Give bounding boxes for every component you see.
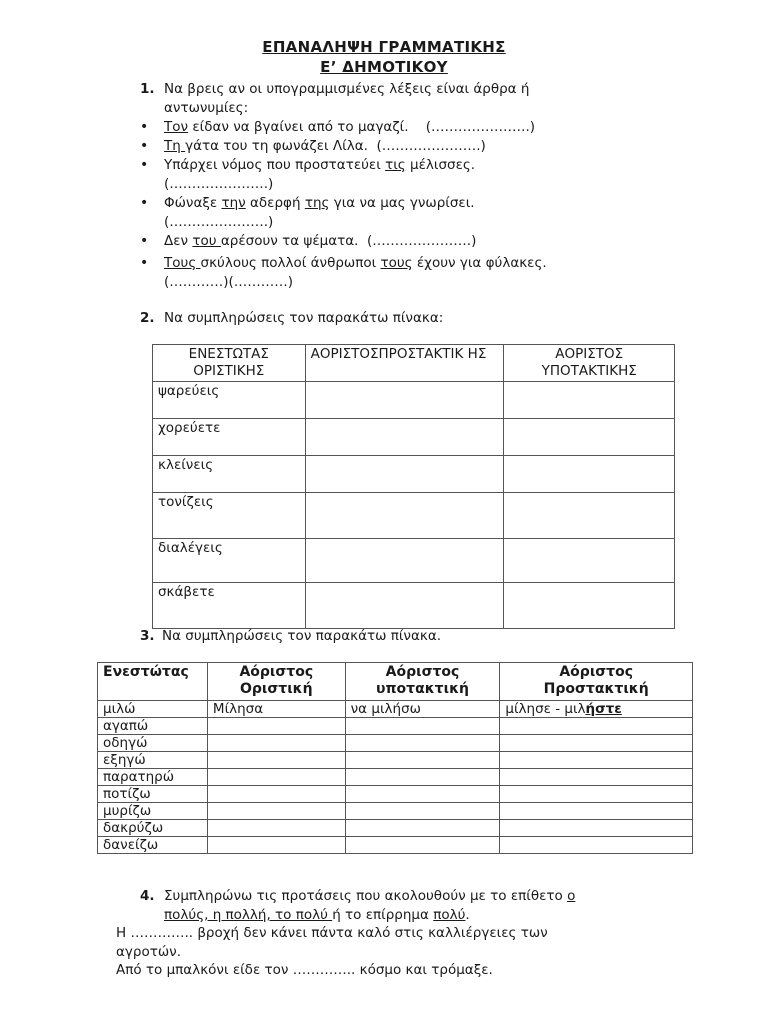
- table-row: [98, 820, 693, 837]
- bullet-icon: •: [140, 138, 149, 154]
- answer-cell[interactable]: [504, 583, 675, 629]
- fill-sentence-cont: αγροτών.: [116, 944, 181, 960]
- answer-cell[interactable]: [504, 539, 675, 583]
- table-header-cell: Αόριστος Οριστική: [207, 663, 345, 701]
- table-row: [153, 493, 675, 539]
- answer-cell[interactable]: [500, 786, 693, 803]
- table-cell: δακρύζω: [98, 820, 208, 837]
- answer-cell[interactable]: [345, 803, 500, 820]
- table-header-cell: ΕΝΕΣΤΩΤΑΣ ΟΡΙΣΤΙΚΗΣ: [153, 345, 306, 382]
- answer-cell[interactable]: [207, 820, 345, 837]
- answer-cell[interactable]: [345, 752, 500, 769]
- question-number: 1.: [140, 81, 155, 97]
- answer-cell[interactable]: [207, 769, 345, 786]
- table-row: [98, 769, 693, 786]
- fill-sentence[interactable]: Η ………….. βροχή δεν κάνει πάντα καλό στις καλλιέργειες των: [116, 925, 548, 941]
- answer-blank[interactable]: (………………….): [425, 119, 536, 135]
- table-cell: να μιλήσω: [345, 701, 500, 718]
- table-header-row: [98, 663, 693, 701]
- answer-cell[interactable]: [500, 769, 693, 786]
- table-row: [98, 718, 693, 735]
- answer-cell[interactable]: [207, 786, 345, 803]
- answer-cell[interactable]: [305, 382, 504, 419]
- question-text: Να συμπληρώσεις τον παρακάτω πίνακα.: [162, 628, 442, 644]
- answer-cell[interactable]: [345, 735, 500, 752]
- table-header-row: [153, 345, 675, 382]
- question-number: 2.: [140, 310, 155, 326]
- table-cell: Μίλησα: [207, 701, 345, 718]
- answer-cell[interactable]: [305, 456, 504, 493]
- question-text: Να βρεις αν οι υπογραμμισμένες λέξεις είναι άρθρα ή: [164, 81, 530, 97]
- answer-blank[interactable]: (…………)(…………): [164, 274, 294, 290]
- worksheet-subtitle: Ε’ ΔΗΜΟΤΙΚΟΥ: [320, 58, 448, 76]
- answer-cell[interactable]: [305, 583, 504, 629]
- table-row: [98, 837, 693, 854]
- table-header-cell: Αόριστος Προστακτική: [500, 663, 693, 701]
- question-text: Συμπληρώνω τις προτάσεις που ακολουθούν με το επίθετο: [164, 888, 568, 904]
- answer-cell[interactable]: [504, 419, 675, 456]
- table-cell: εξηγώ: [98, 752, 208, 769]
- table-row-example: [98, 701, 693, 718]
- table-row: [153, 539, 675, 583]
- table-header-cell: Ενεστώτας: [98, 663, 208, 701]
- table-cell: ψαρεύεις: [153, 382, 306, 419]
- table-cell: τονίζεις: [153, 493, 306, 539]
- bullet-icon: •: [140, 157, 149, 173]
- list-item: • Δεν του αρέσουν τα ψέματα. (………………….): [140, 233, 477, 249]
- table-cell: μίλησε - μιλήστε: [500, 701, 693, 718]
- question-number: 3.: [140, 628, 155, 644]
- answer-cell[interactable]: [207, 803, 345, 820]
- answer-cell[interactable]: [500, 820, 693, 837]
- list-item: • Τον είδαν να βγαίνει από το μαγαζί. (………………….): [140, 119, 536, 135]
- answer-cell[interactable]: [500, 837, 693, 854]
- table-cell: χορεύετε: [153, 419, 306, 456]
- table-row: [153, 583, 675, 629]
- table-cell: κλείνεις: [153, 456, 306, 493]
- answer-cell[interactable]: [345, 786, 500, 803]
- answer-cell[interactable]: [500, 752, 693, 769]
- table-cell: μυρίζω: [98, 803, 208, 820]
- list-item: • Υπάρχει νόμος που προστατεύει τις μέλισσες. (………………….): [140, 157, 476, 192]
- worksheet-title: ΕΠΑΝΑΛΗΨΗ ΓΡΑΜΜΑΤΙΚΗΣ: [262, 38, 506, 56]
- answer-cell[interactable]: [305, 493, 504, 539]
- question-number: 4.: [140, 888, 155, 904]
- answer-cell[interactable]: [207, 837, 345, 854]
- list-item: • Τους σκύλους πολλοί άνθρωποι τους έχουν για φύλακες. (…………)(…………): [140, 255, 547, 290]
- table-row: [153, 382, 675, 419]
- question-2: [140, 309, 443, 328]
- table-header-cell: Αόριστος υποτακτική: [345, 663, 500, 701]
- answer-cell[interactable]: [345, 769, 500, 786]
- question-3: [140, 627, 441, 646]
- answer-cell[interactable]: [207, 752, 345, 769]
- answer-cell[interactable]: [305, 419, 504, 456]
- table-row: [98, 803, 693, 820]
- table-cell: μιλώ: [98, 701, 208, 718]
- question-text-cont: αντωνυμίες:: [164, 100, 249, 116]
- answer-cell[interactable]: [504, 493, 675, 539]
- table-cell: δανείζω: [98, 837, 208, 854]
- answer-cell[interactable]: [305, 539, 504, 583]
- verb-table-2: [97, 662, 693, 854]
- table-cell: ποτίζω: [98, 786, 208, 803]
- table-row: [153, 419, 675, 456]
- answer-blank[interactable]: (………………….): [164, 176, 274, 192]
- table-cell: διαλέγεις: [153, 539, 306, 583]
- answer-cell[interactable]: [207, 718, 345, 735]
- table-cell: σκάβετε: [153, 583, 306, 629]
- bullet-icon: •: [140, 255, 149, 271]
- table-row: [98, 786, 693, 803]
- answer-cell[interactable]: [500, 735, 693, 752]
- answer-cell[interactable]: [345, 718, 500, 735]
- answer-cell[interactable]: [504, 456, 675, 493]
- answer-blank[interactable]: (………………….): [367, 233, 477, 249]
- list-item: • Φώναξε την αδερφή της για να μας γνωρίσει. (………………….): [140, 195, 475, 230]
- table-cell: αγαπώ: [98, 718, 208, 735]
- table-cell: οδηγώ: [98, 735, 208, 752]
- table-row: [153, 456, 675, 493]
- answer-cell[interactable]: [207, 735, 345, 752]
- question-text: Να συμπληρώσεις τον παρακάτω πίνακα:: [164, 310, 444, 326]
- question-1: [140, 80, 740, 99]
- question-4: 4. Συμπληρώνω τις προτάσεις που ακολουθούν με το επίθετο ο: [140, 888, 576, 904]
- question-text-cont: πολύς, η πολλή, το πολύ ή το επίρρημα πολύ.: [164, 907, 470, 923]
- answer-cell[interactable]: [345, 837, 500, 854]
- table-header-cell: ΑΟΡΙΣΤΟΣΠΡΟΣΤΑΚΤΙΚ ΗΣ: [305, 345, 504, 382]
- bullet-icon: •: [140, 119, 149, 135]
- answer-cell[interactable]: [504, 382, 675, 419]
- answer-cell[interactable]: [500, 803, 693, 820]
- answer-blank[interactable]: (………………….): [376, 138, 486, 154]
- table-row: [98, 752, 693, 769]
- table-row: [98, 735, 693, 752]
- answer-cell[interactable]: [500, 718, 693, 735]
- fill-sentence[interactable]: Από το μπαλκόνι είδε τον ………….. κόσμο και τρόμαξε.: [116, 962, 493, 978]
- bullet-icon: •: [140, 195, 149, 211]
- verb-table-1: [152, 344, 675, 629]
- answer-blank[interactable]: (………………….): [164, 214, 274, 230]
- answer-cell[interactable]: [345, 820, 500, 837]
- table-cell: παρατηρώ: [98, 769, 208, 786]
- list-item: • Τη γάτα του τη φωνάζει Λίλα. (………………….): [140, 138, 486, 154]
- table-header-cell: ΑΟΡΙΣΤΟΣ ΥΠΟΤΑΚΤΙΚΗΣ: [504, 345, 675, 382]
- bullet-icon: •: [140, 233, 149, 249]
